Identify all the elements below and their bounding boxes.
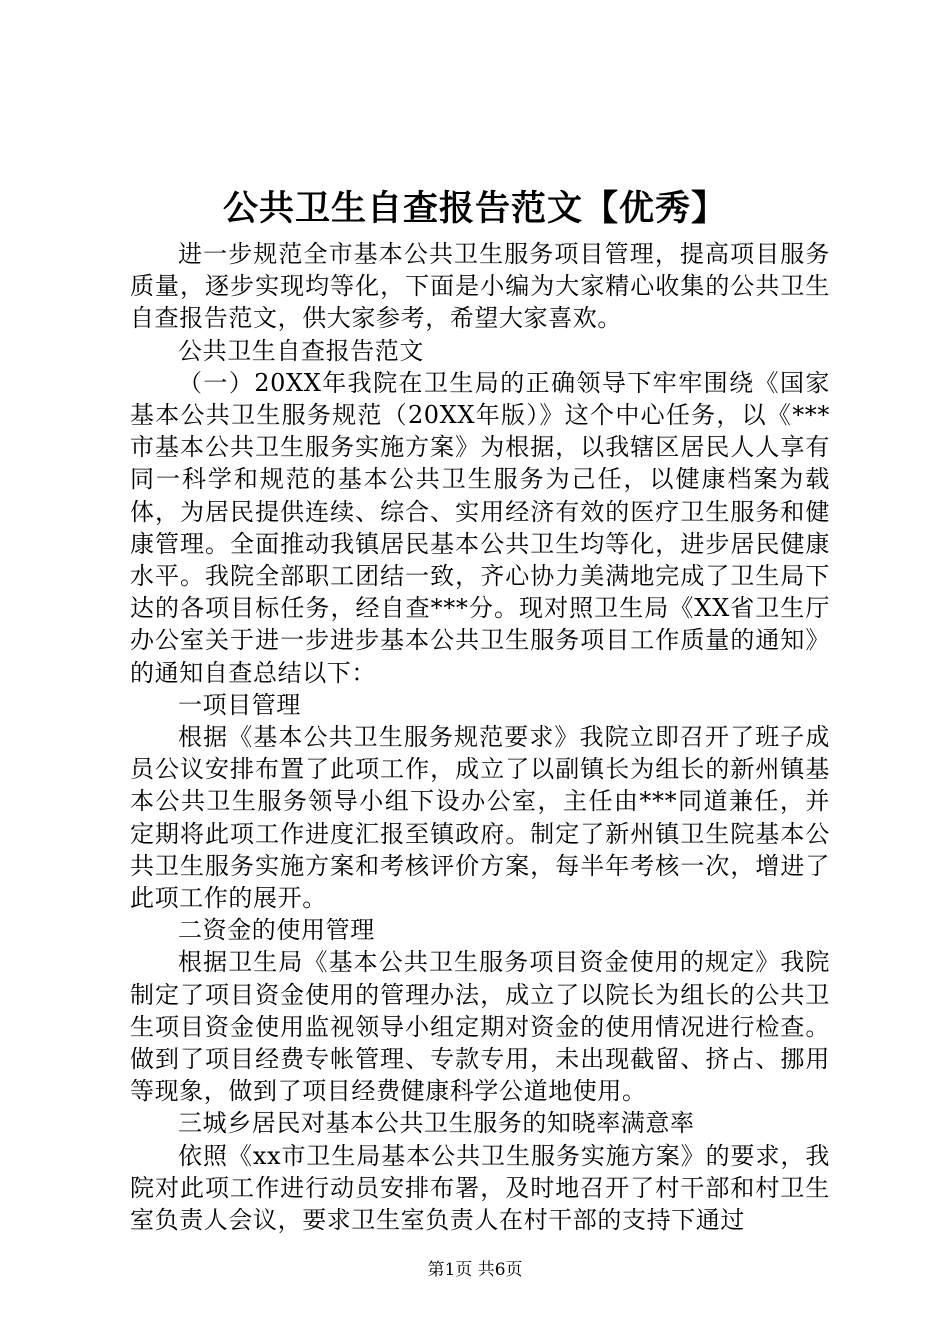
section-heading: 一项目管理: [178, 690, 301, 719]
section-heading: 二资金的使用管理: [178, 916, 375, 945]
section-heading: 三城乡居民对基本公共卫生服务的知晓率满意率: [178, 1109, 695, 1138]
body-paragraph: 依照《xx市卫生局基本公共卫生服务实施方案》的要求，我院对此项工作进行动员安排布署，及时地召开了村干部和村卫生室负责人会议，要求卫生室负责人在村干部的支持下通过: [130, 1141, 830, 1235]
body-paragraph: 根据卫生局《基本公共卫生服务项目资金使用的规定》我院制定了项目资金使用的管理办法，成立了以院长为组长的公共卫生项目资金使用监视领导小组定期对资金的使用情况进行检查。做到了项目经费专帐管理、专款专用，未出现截留、挤占、挪用等现象，做到了项目经费健康科学公道地使用。: [130, 948, 830, 1106]
page-number-footer: 第1页 共6页: [427, 1260, 523, 1280]
document-title: 公共卫生自查报告范文【优秀】: [222, 188, 727, 229]
body-paragraph: 根据《基本公共卫生服务规范要求》我院立即召开了班子成员公议安排布置了此项工作，成立了以副镇长为组长的新州镇基本公共卫生服务领导小组下设办公室，主任由***同道兼任，并定期将此项工作进度汇报至镇政府。制定了新州镇卫生院基本公共卫生服务实施方案和考核评价方案，每半年考核一次，增进了此项工作的展开。: [130, 723, 830, 913]
body-paragraph: （一）20XX年我院在卫生局的正确领导下牢牢围绕《国家基本公共卫生服务规范（20XX年版）》这个中心任务，以《***市基本公共卫生服务实施方案》为根据，以我辖区居民人人享有同一科学和规范的基本公共卫生服务为己任，以健康档案为载体，为居民提供连续、综合、实用经济有效的医疗卫生服务和健康管理。全面推动我镇居民基本公共卫生均等化，进步居民健康水平。我院全部职工团结一致，齐心协力美满地完成了卫生局下达的各项目标任务，经自查***分。现对照卫生局《XX省卫生厅办公室关于进一步进步基本公共卫生服务项目工作质量的通知》的通知自查总结以下：: [130, 368, 830, 687]
intro-paragraph: 进一步规范全市基本公共卫生服务项目管理，提高项目服务质量，逐步实现均等化，下面是小编为大家精心收集的公共卫生自查报告范文，供大家参考，希望大家喜欢。: [130, 240, 830, 333]
document-body: [130, 238, 830, 1236]
section-heading: 公共卫生自查报告范文: [178, 336, 424, 365]
